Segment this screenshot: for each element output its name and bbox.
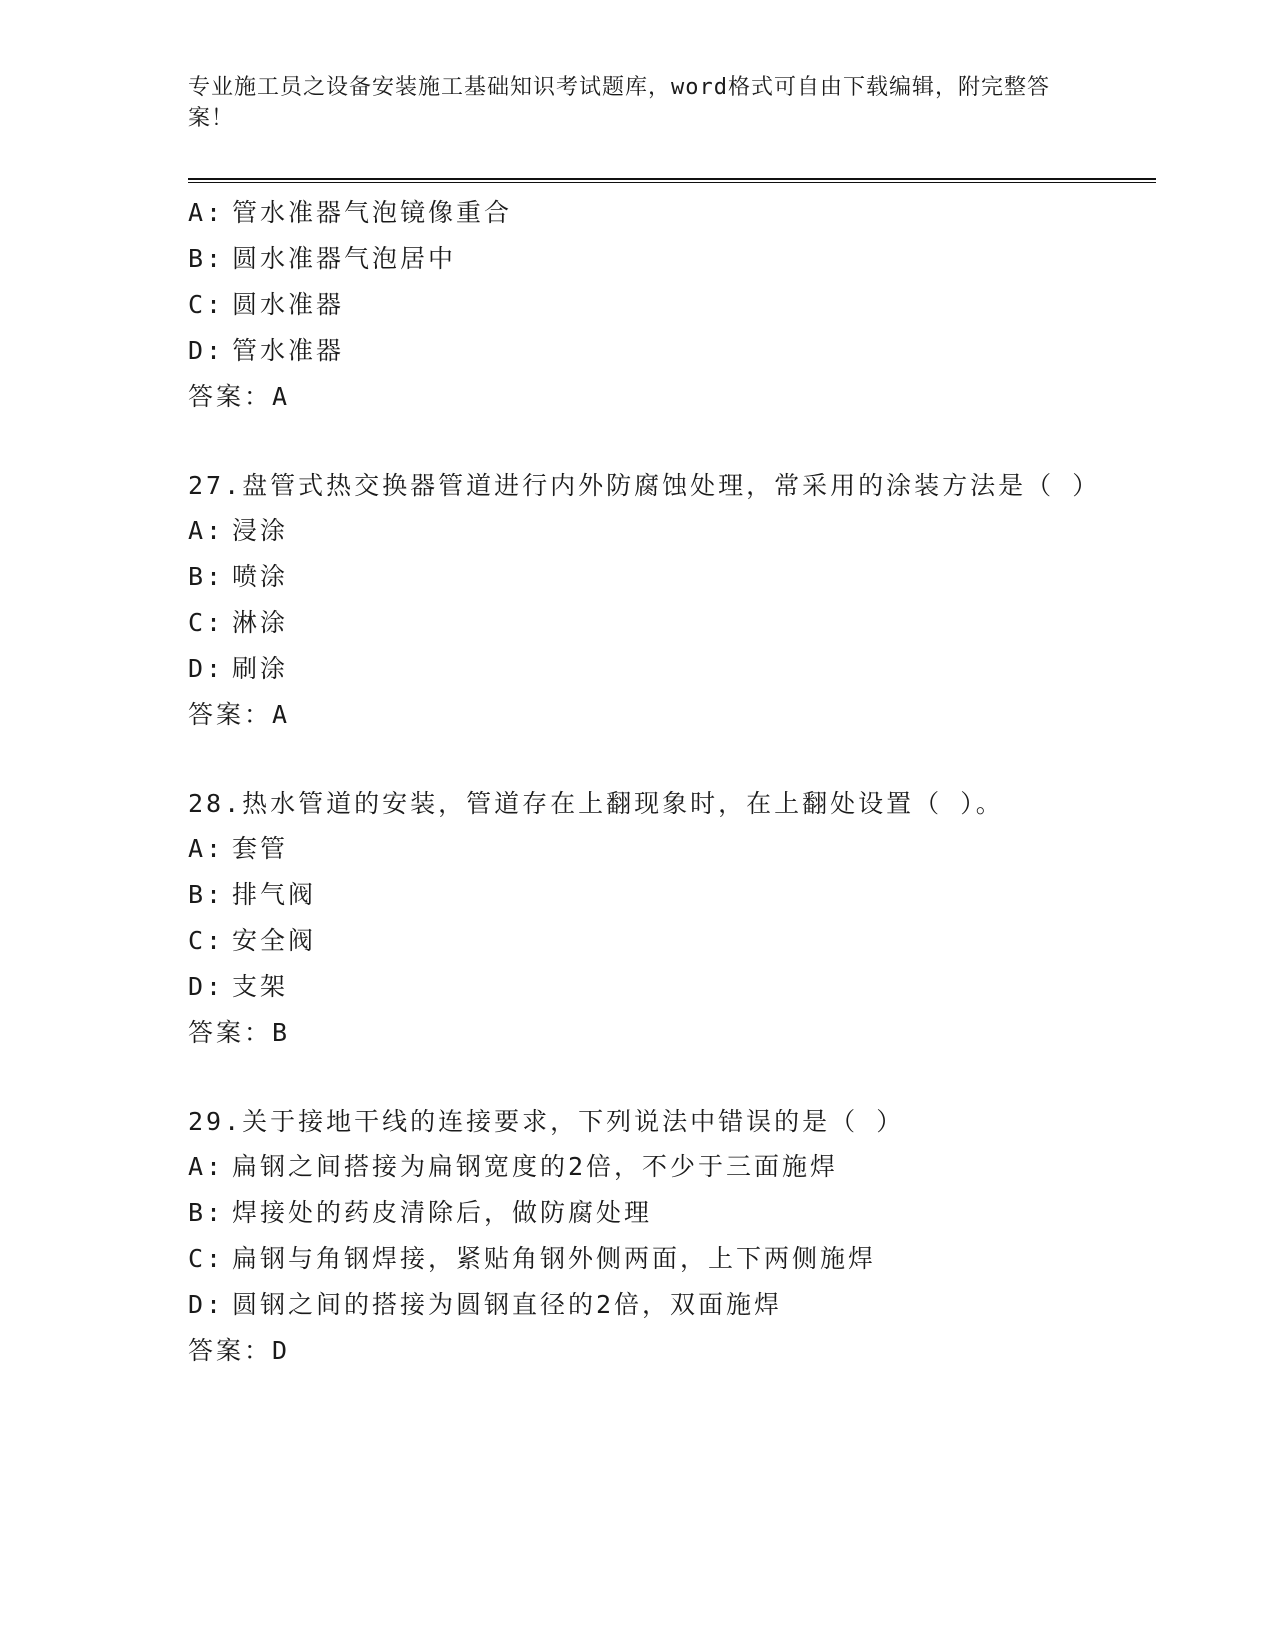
option-text: 淋涂 bbox=[232, 608, 289, 637]
option-a bbox=[188, 508, 1156, 554]
answer-line: 答案：A bbox=[188, 700, 291, 729]
option-b bbox=[188, 236, 1156, 282]
option-letter: C: bbox=[188, 1244, 225, 1273]
option-text: 浸涂 bbox=[232, 516, 289, 545]
answer-line: 答案：B bbox=[188, 1018, 291, 1047]
option-text: 圆钢之间的搭接为圆钢直径的2倍，双面施焊 bbox=[232, 1290, 783, 1319]
option-d bbox=[188, 1282, 1156, 1328]
option-c bbox=[188, 918, 1156, 964]
option-text: 支架 bbox=[232, 972, 289, 1001]
option-text: 套管 bbox=[232, 834, 289, 863]
option-text: 圆水准器气泡居中 bbox=[232, 244, 457, 273]
option-a bbox=[188, 1144, 1156, 1190]
option-letter: C: bbox=[188, 290, 225, 319]
option-letter: D: bbox=[188, 1290, 225, 1319]
option-a bbox=[188, 190, 1156, 236]
option-letter: B: bbox=[188, 244, 225, 273]
option-letter: A: bbox=[188, 198, 225, 227]
document-header: 专业施工员之设备安装施工基础知识考试题库，word格式可自由下载编辑，附完整答案！ bbox=[188, 75, 1050, 131]
question-list bbox=[188, 190, 1156, 1418]
option-text: 扁钢之间搭接为扁钢宽度的2倍，不少于三面施焊 bbox=[232, 1152, 839, 1181]
option-letter: B: bbox=[188, 880, 225, 909]
option-letter: D: bbox=[188, 336, 225, 365]
option-letter: D: bbox=[188, 654, 225, 683]
option-letter: B: bbox=[188, 1198, 225, 1227]
option-letter: A: bbox=[188, 834, 225, 863]
option-letter: A: bbox=[188, 1152, 225, 1181]
option-text: 圆水准器 bbox=[232, 290, 345, 319]
option-c bbox=[188, 282, 1156, 328]
option-d bbox=[188, 646, 1156, 692]
option-text: 刷涂 bbox=[232, 654, 289, 683]
option-letter: C: bbox=[188, 608, 225, 637]
option-b bbox=[188, 554, 1156, 600]
question-text: 29.关于接地干线的连接要求，下列说法中错误的是（ ） bbox=[188, 1107, 905, 1136]
option-d bbox=[188, 328, 1156, 374]
question-block-27 bbox=[188, 464, 1156, 738]
answer-line: 答案：A bbox=[188, 382, 291, 411]
question-block-29 bbox=[188, 1100, 1156, 1374]
question-text: 27.盘管式热交换器管道进行内外防腐蚀处理，常采用的涂装方法是（ ） bbox=[188, 471, 1101, 500]
question-text: 28.热水管道的安装，管道存在上翻现象时，在上翻处设置（ ）。 bbox=[188, 789, 1004, 818]
option-text: 焊接处的药皮清除后，做防腐处理 bbox=[232, 1198, 653, 1227]
option-text: 排气阀 bbox=[232, 880, 317, 909]
option-b bbox=[188, 1190, 1156, 1236]
option-d bbox=[188, 964, 1156, 1010]
question-block-28 bbox=[188, 782, 1156, 1056]
option-text: 管水准器气泡镜像重合 bbox=[232, 198, 513, 227]
option-letter: A: bbox=[188, 516, 225, 545]
option-text: 管水准器 bbox=[232, 336, 345, 365]
option-c bbox=[188, 1236, 1156, 1282]
option-text: 喷涂 bbox=[232, 562, 289, 591]
question-block-partial bbox=[188, 190, 1156, 420]
option-letter: C: bbox=[188, 926, 225, 955]
option-text: 安全阀 bbox=[232, 926, 317, 955]
option-text: 扁钢与角钢焊接，紧贴角钢外侧两面，上下两侧施焊 bbox=[232, 1244, 877, 1273]
option-c bbox=[188, 600, 1156, 646]
option-a bbox=[188, 826, 1156, 872]
option-letter: B: bbox=[188, 562, 225, 591]
answer-line: 答案：D bbox=[188, 1336, 291, 1365]
option-b bbox=[188, 872, 1156, 918]
header-divider bbox=[188, 178, 1156, 183]
option-letter: D: bbox=[188, 972, 225, 1001]
